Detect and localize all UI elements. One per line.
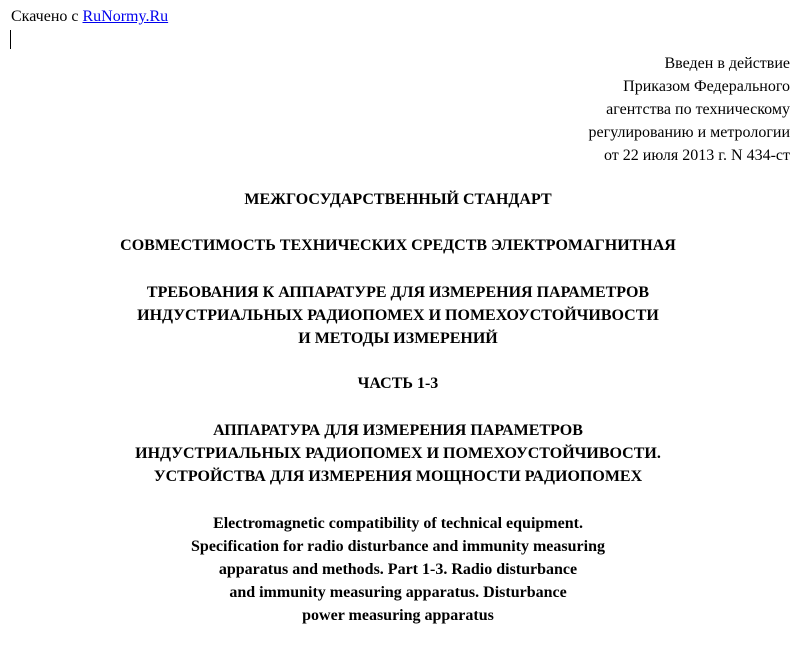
- approval-line: Приказом Федерального: [623, 78, 790, 95]
- source-line: [11, 7, 168, 27]
- heading-line: and immunity measuring apparatus. Disturbance: [229, 584, 567, 601]
- approval-line: регулированию и метрологии: [588, 124, 790, 141]
- heading-line: И МЕТОДЫ ИЗМЕРЕНИЙ: [298, 330, 498, 347]
- heading-line: СОВМЕСТИМОСТЬ ТЕХНИЧЕСКИХ СРЕДСТВ ЭЛЕКТРОМАГНИТНАЯ: [120, 237, 676, 254]
- source-prefix: Скачено с: [11, 8, 79, 25]
- interstate-standard-heading: [0, 188, 796, 212]
- apparatus-heading: [0, 419, 796, 488]
- heading-line: power measuring apparatus: [302, 607, 494, 624]
- source-link[interactable]: RuNormy.Ru: [82, 8, 169, 25]
- text-cursor: [10, 30, 11, 49]
- heading-line: apparatus and methods. Part 1-3. Radio disturbance: [218, 561, 578, 578]
- approval-line: от 22 июля 2013 г. N 434-ст: [604, 147, 790, 164]
- approval-line: Введен в действие: [664, 55, 790, 72]
- approval-line: агентства по техническому: [606, 101, 790, 118]
- heading-line: МЕЖГОСУДАРСТВЕННЫЙ СТАНДАРТ: [244, 191, 552, 208]
- heading-line: Specification for radio disturbance and immunity measuring: [191, 538, 605, 555]
- heading-line: ЧАСТЬ 1-3: [357, 375, 439, 392]
- heading-line: ТРЕБОВАНИЯ К АППАРАТУРЕ ДЛЯ ИЗМЕРЕНИЯ ПАРАМЕТРОВ: [146, 284, 650, 301]
- heading-line: УСТРОЙСТВА ДЛЯ ИЗМЕРЕНИЯ МОЩНОСТИ РАДИОПОМЕХ: [153, 468, 643, 485]
- part-heading: [0, 372, 796, 396]
- english-title: [0, 512, 796, 627]
- heading-line: Electromagnetic compatibility of technical equipment.: [213, 515, 583, 532]
- requirements-heading: [0, 281, 796, 350]
- approval-block: [589, 52, 790, 167]
- heading-line: ИНДУСТРИАЛЬНЫХ РАДИОПОМЕХ И ПОМЕХОУСТОЙЧИВОСТИ.: [135, 445, 661, 462]
- compatibility-heading: [0, 234, 796, 258]
- heading-line: АППАРАТУРА ДЛЯ ИЗМЕРЕНИЯ ПАРАМЕТРОВ: [213, 422, 583, 439]
- heading-line: ИНДУСТРИАЛЬНЫХ РАДИОПОМЕХ И ПОМЕХОУСТОЙЧИВОСТИ: [137, 307, 659, 324]
